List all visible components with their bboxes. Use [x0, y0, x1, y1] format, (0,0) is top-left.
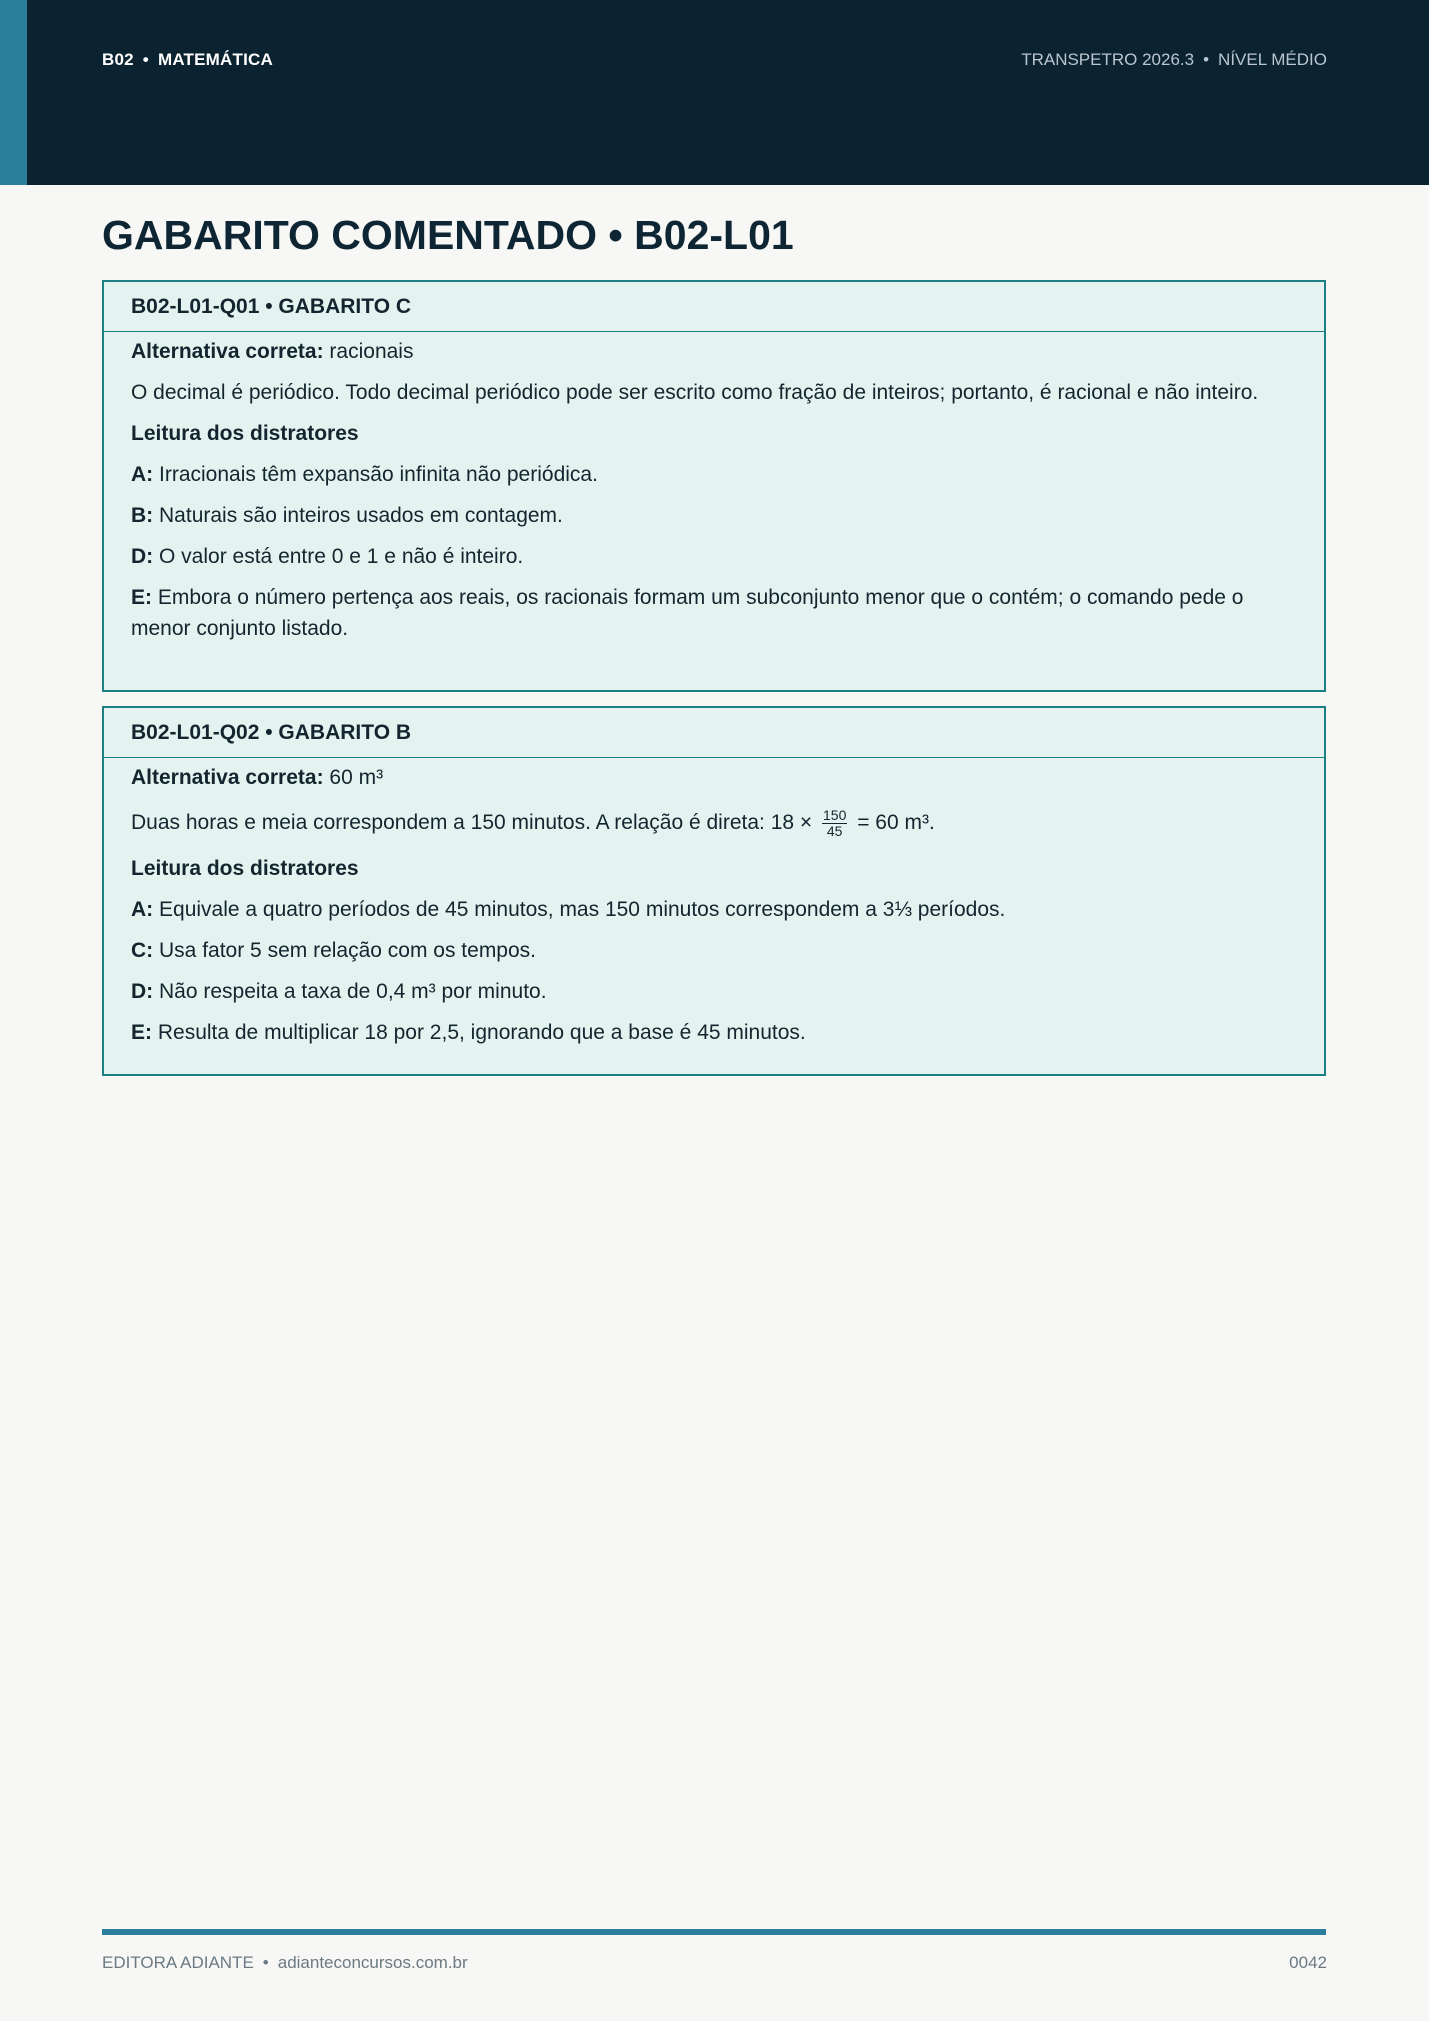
distractor-letter: E:: [131, 1020, 152, 1044]
distractor-letter: E:: [131, 586, 152, 609]
distractor-text: Equivale a quatro períodos de 45 minutos, mas 150 minutos correspondem a 3⅓ períodos.: [159, 897, 1006, 921]
distractor-letter: B:: [131, 504, 154, 527]
distractors-title: Leitura dos distratores: [131, 422, 359, 445]
header-exam-info: [1021, 50, 1327, 70]
header-subject: [102, 50, 273, 70]
fraction-numerator: 150: [823, 806, 847, 823]
page-header: [0, 0, 1429, 185]
correct-answer: [131, 336, 1297, 367]
footer-publisher: [102, 1953, 468, 1973]
header-separator: •: [1203, 50, 1210, 69]
distractor-text: Naturais são inteiros usados em contagem.: [159, 504, 563, 527]
answer-card-body: [104, 332, 1324, 644]
distractor-text: Usa fator 5 sem relação com os tempos.: [159, 938, 537, 962]
explanation-result: = 60 m³.: [857, 811, 935, 834]
answer-card-heading: B02-L01-Q01 • GABARITO C: [104, 282, 1324, 332]
header-separator: •: [142, 50, 149, 69]
publisher-name: EDITORA ADIANTE: [102, 1953, 254, 1972]
distractor-letter: D:: [131, 979, 154, 1003]
distractor-text: Irracionais têm expansão infinita não periódica.: [159, 463, 598, 486]
distractor-letter: A:: [131, 897, 154, 921]
page-title: GABARITO COMENTADO • B02-L01: [102, 212, 794, 258]
distractor-item: [131, 541, 1297, 572]
distractor-text: O valor está entre 0 e 1 e não é inteiro.: [159, 545, 524, 568]
exam-name: TRANSPETRO 2026.3: [1021, 50, 1195, 69]
distractor-item: [131, 976, 1297, 1007]
correct-answer-label: Alternativa correta:: [131, 340, 324, 363]
distractor-item: [131, 500, 1297, 531]
correct-answer: [131, 762, 1297, 793]
publisher-site: adianteconcursos.com.br: [277, 1953, 468, 1972]
distractor-text: Resulta de multiplicar 18 por 2,5, ignorando que a base é 45 minutos.: [157, 1020, 806, 1044]
answer-card-q02: [102, 706, 1326, 1076]
distractor-letter: A:: [131, 463, 154, 486]
distractor-letter: D:: [131, 545, 154, 568]
distractor-text: Embora o número pertença aos reais, os racionais formam um subconjunto menor que o contém; o comando pede o menor conjunto listado.: [131, 586, 1244, 640]
distractor-item: [131, 1017, 1297, 1048]
distractor-item: [131, 935, 1297, 966]
header-accent-bar: [0, 0, 27, 185]
distractor-item: [131, 582, 1297, 644]
correct-answer-label: Alternativa correta:: [131, 766, 324, 789]
explanation: [131, 807, 1297, 839]
block-code: B02: [102, 50, 134, 69]
exam-level: NÍVEL MÉDIO: [1218, 50, 1327, 69]
explanation: O decimal é periódico. Todo decimal periódico pode ser escrito como fração de inteiros; portanto, é racional e não inteiro.: [131, 381, 1259, 404]
distractor-text: Não respeita a taxa de 0,4 m³ por minuto.: [159, 979, 547, 1003]
distractor-item: [131, 894, 1297, 925]
correct-answer-value: 60 m³: [329, 766, 384, 789]
answer-card-q01: [102, 280, 1326, 692]
distractor-item: [131, 459, 1297, 490]
explanation-text: Duas horas e meia correspondem a 150 minutos. A relação é direta: 18 ×: [131, 811, 813, 834]
page-number: 0042: [1289, 1953, 1327, 1972]
answer-card-heading: B02-L01-Q02 • GABARITO B: [104, 708, 1324, 758]
answer-card-body: [104, 758, 1324, 1048]
subject-name: MATEMÁTICA: [157, 50, 273, 69]
fraction-denominator: 45: [826, 822, 843, 839]
distractor-letter: C:: [131, 938, 154, 962]
fraction: [822, 808, 847, 839]
footer-divider: [102, 1929, 1326, 1935]
correct-answer-value: racionais: [329, 340, 414, 363]
footer-separator: •: [262, 1953, 269, 1972]
distractors-title: Leitura dos distratores: [131, 856, 359, 880]
